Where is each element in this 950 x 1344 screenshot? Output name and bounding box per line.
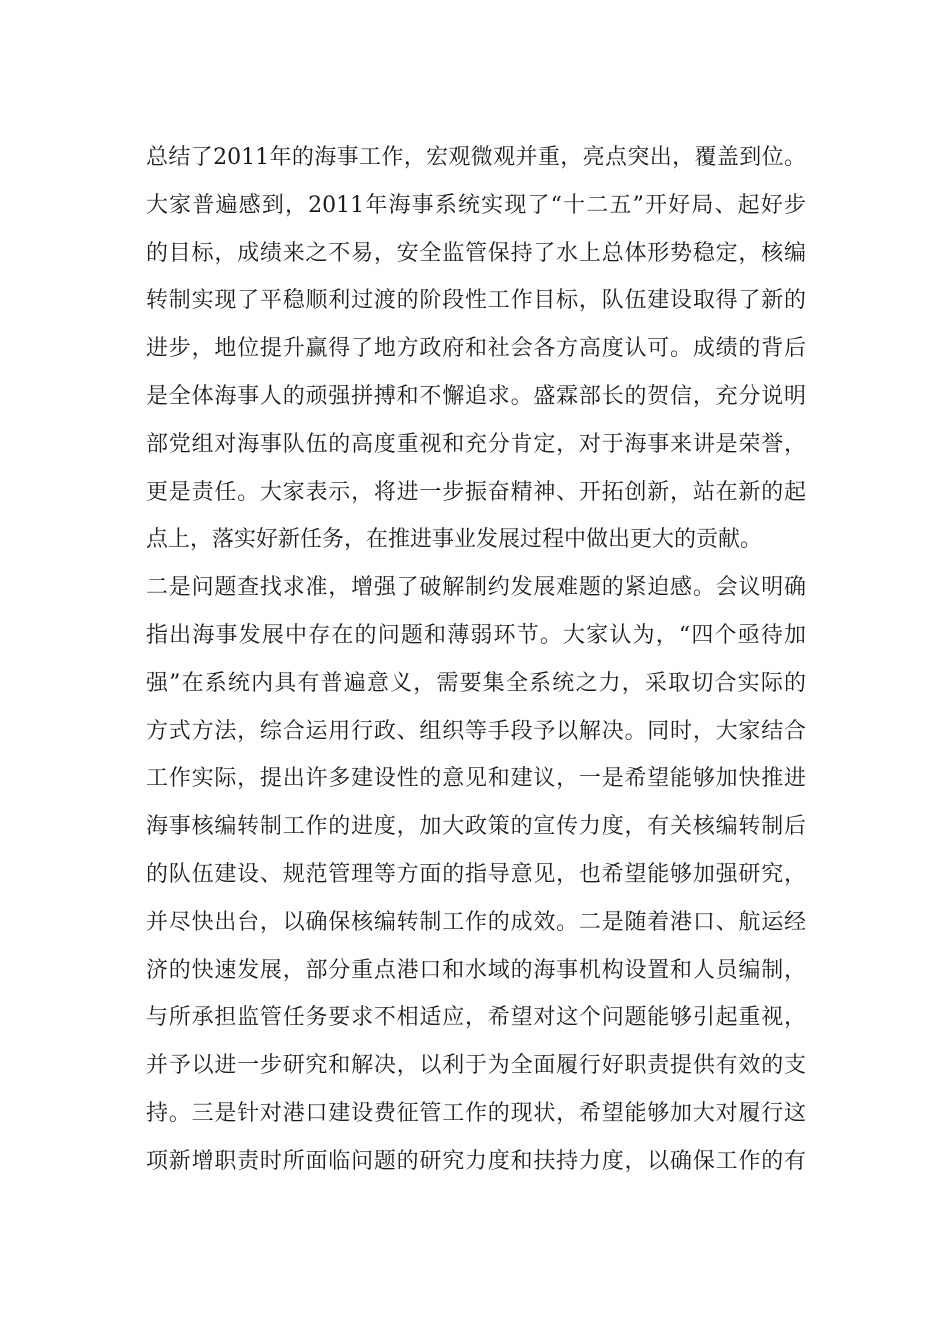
text-line: 济的快速发展，部分重点港口和水域的海事机构设置和人员编制， bbox=[146, 957, 806, 983]
text-line: 总结了2011年的海事工作，宏观微观并重，亮点突出，覆盖到位。 bbox=[146, 145, 806, 170]
text-line: 是全体海事人的顽强拼搏和不懈追求。盛霖部长的贺信，充分说明 bbox=[146, 383, 806, 409]
text-line: 方式方法，综合运用行政、组织等手段予以解决。同时，大家结合 bbox=[146, 718, 806, 744]
text-line: 并尽快出台，以确保核编转制工作的成效。二是随着港口、航运经 bbox=[146, 909, 806, 935]
text-line: 转制实现了平稳顺利过渡的阶段性工作目标，队伍建设取得了新的 bbox=[146, 288, 806, 314]
text-line: 工作实际，提出许多建设性的意见和建议，一是希望能够加快推进 bbox=[146, 766, 806, 792]
text-line: 的目标，成绩来之不易，安全监管保持了水上总体形势稳定，核编 bbox=[146, 240, 806, 266]
text-line: 海事核编转制工作的进度，加大政策的宣传力度，有关核编转制后 bbox=[146, 814, 806, 840]
text-line: 与所承担监管任务要求不相适应，希望对这个问题能够引起重视， bbox=[146, 1005, 806, 1031]
text-line: 部党组对海事队伍的高度重视和充分肯定，对于海事来讲是荣誉， bbox=[146, 431, 806, 457]
text-line: 大家普遍感到，2011年海事系统实现了“十二五”开好局、起好步 bbox=[146, 192, 806, 218]
text-line: 进步，地位提升赢得了地方政府和社会各方高度认可。成绩的背后 bbox=[146, 336, 806, 362]
text-line: 更是责任。大家表示，将进一步振奋精神、开拓创新，站在新的起 bbox=[146, 479, 806, 505]
text-line: 点上，落实好新任务，在推进事业发展过程中做出更大的贡献。 bbox=[146, 527, 763, 553]
document-body bbox=[146, 134, 806, 1186]
text-line: 指出海事发展中存在的问题和薄弱环节。大家认为，“四个亟待加 bbox=[146, 622, 806, 648]
text-line: 的队伍建设、规范管理等方面的指导意见，也希望能够加强研究， bbox=[146, 861, 806, 887]
text-line: 强”在系统内具有普遍意义，需要集全系统之力，采取切合实际的 bbox=[146, 670, 806, 696]
text-line: 并予以进一步研究和解决，以利于为全面履行好职责提供有效的支 bbox=[146, 1053, 806, 1079]
text-line: 项新增职责时所面临问题的研究力度和扶持力度，以确保工作的有 bbox=[146, 1148, 806, 1174]
text-line: 持。三是针对港口建设费征管工作的现状，希望能够加大对履行这 bbox=[146, 1100, 806, 1126]
text-line: 二是问题查找求准，增强了破解制约发展难题的紧迫感。会议明确 bbox=[146, 575, 806, 601]
